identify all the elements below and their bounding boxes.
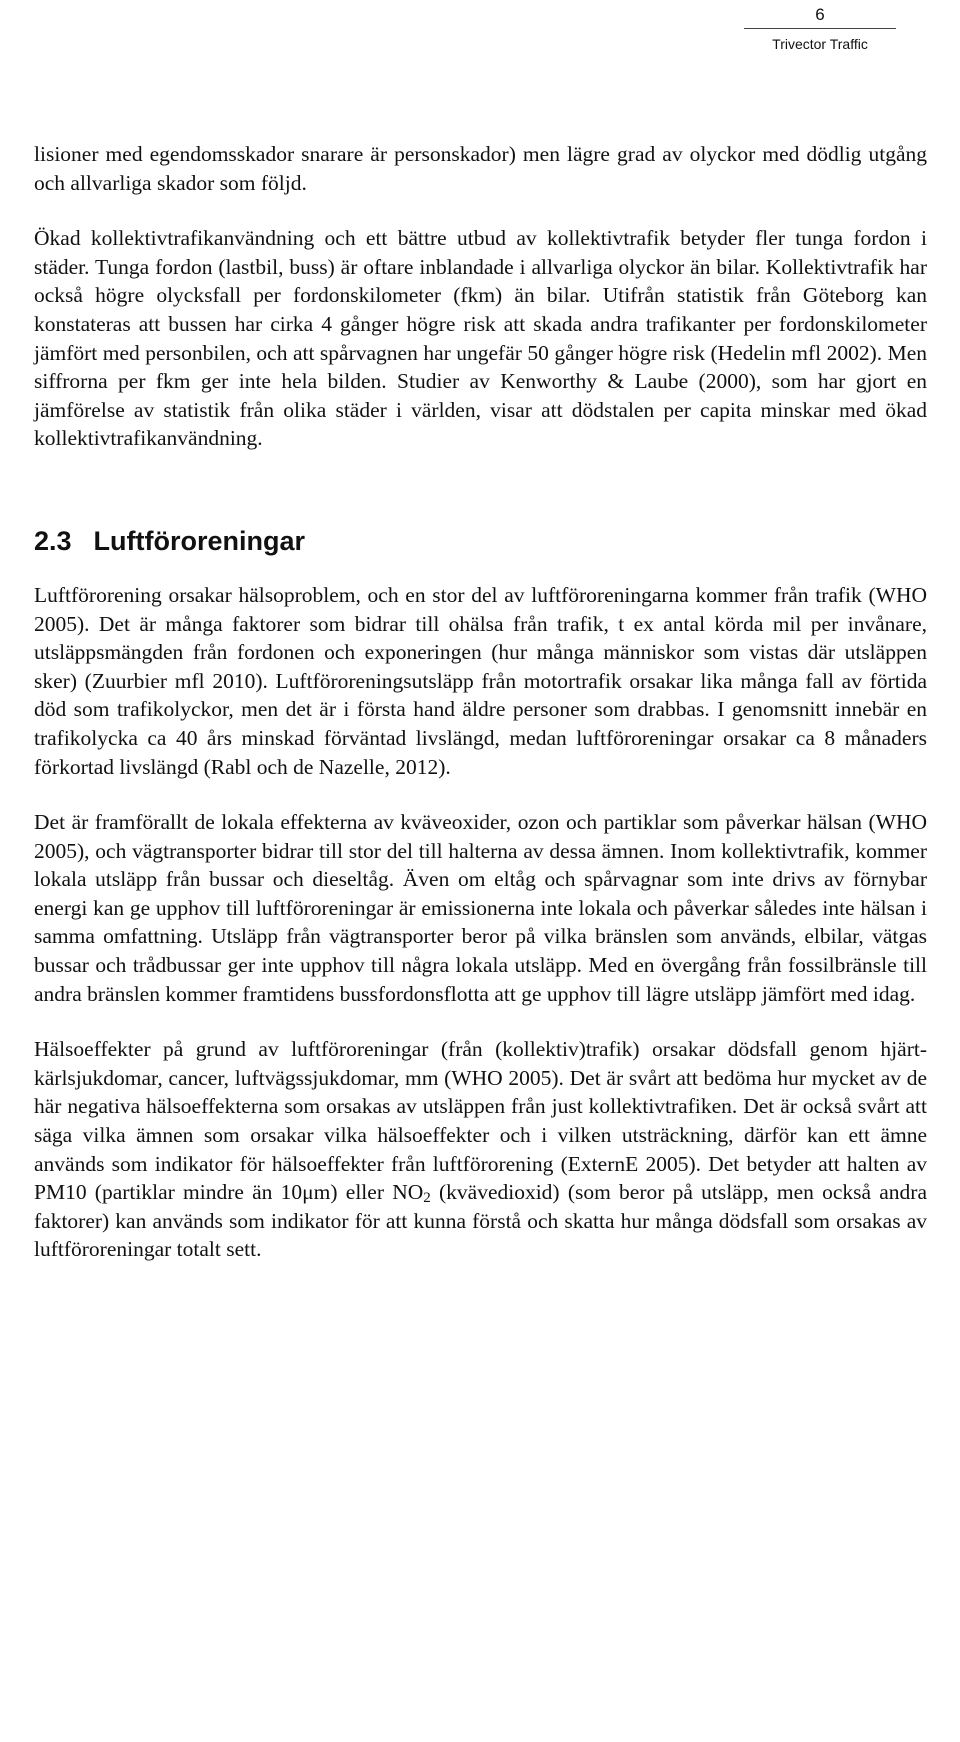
health-effects-text: Hälsoeffekter på grund av luftföroreningar (från (kollektiv)trafik) orsakar dödsfall genom hjärt-kärlsjukdomar, cancer, luftvägssjukdomar, mm (WHO 2005). Det är svårt att bedöma hur mycket av de här negativa hälsoeffekterna som orsakas av utsläppen från just kollektivtrafiken. Det är också svårt att säga vilka ämnen som orsakar vilka hälsoeffekter och i vilken utsträckning, därför kan ett ämne används som indikator för hälsoeffekter från luftförorening (ExternE 2005). Det betyder att halten av PM10 (partiklar mindre än 10μm) eller NO (34, 1037, 927, 1205)
paragraph-health-effects (34, 1035, 927, 1264)
document-body (34, 140, 927, 1264)
health-effects-text-cont: (kvävedioxid) (som beror på utsläpp, men också andra faktorer) kan används som indikator för att kunna förstå och skatta hur många dödsfall som orsakas av luftföroreningar totalt sett. (34, 1180, 928, 1262)
paragraph-local-effects: Det är framförallt de lokala effekterna av kväveoxider, ozon och partiklar som påverkar hälsan (WHO 2005), och vägtransporter bidrar till stor del till halterna av dessa ämnen. Inom kollektivtrafik, kommer lokala utsläpp från bussar och dieseltåg. Även om eltåg och spårvagnar som inte drivs av förnybar energi kan ge upphov till luftföroreningar är emissionerna inte lokala och påverkar således inte hälsan i samma omfattning. Utsläpp från vägtransporter beror på vilka bränslen som används, elbilar, vätgas bussar och trådbussar ger inte upphov till några lokala utsläpp. Med en övergång från fossilbränsle till andra bränslen kommer framtidens bussfordonsflotta att ge upphov till lägre utsläpp jämfört med idag. (34, 810, 927, 1006)
paragraph-collective-traffic-safety: Ökad kollektivtrafikanvändning och ett bättre utbud av kollektivtrafik betyder fler tunga fordon i städer. Tunga fordon (lastbil, buss) är oftare inblandade i allvarliga olyckor än bilar. Kollektivtrafik har också högre olycksfall per fordonskilometer (fkm) än bilar. Utifrån statistik från Göteborg kan konstateras att bussen har cirka 4 gånger högre risk att skada andra trafikanter per fordonskilometer jämfört med personbilen, och att spårvagnen har ungefär 50 gånger högre risk (Hedelin mfl 2002). Men siffrorna per fkm ger inte hela bilden. Studier av Kenworthy & Laube (2000), som har gjort en jämförelse av statistik från olika städer i världen, visar att dödstalen per capita minskar med ökad kollektivtrafikanvändning. (34, 226, 927, 451)
organization-name: Trivector Traffic (772, 36, 868, 52)
section-title: Luftföroreningar (93, 525, 306, 556)
header-rule (744, 28, 896, 29)
no2-subscript: 2 (423, 1190, 431, 1207)
paragraph-air-pollution-health: Luftförorening orsakar hälsoproblem, och en stor del av luftföroreningarna kommer från trafik (WHO 2005). Det är många faktorer som bidrar till ohälsa från trafik, t ex antal körda mil per invånare, utsläppsmängden från fordonen och exponeringen (hur många människor som vistas där utsläppen sker) (Zuurbier mfl 2010). Luftföroreningsutsläpp från motortrafik orsakar lika många fall av förtida död som trafikolyckor, men det är i första hand äldre personer som drabbas. I genomsnitt innebär en trafikolycka ca 40 års minskad förväntad livslängd, medan luftföroreningar orsakar ca 8 månaders förkortad livslängd (Rabl och de Nazelle, 2012). (34, 582, 927, 779)
section-heading (34, 525, 927, 557)
page-header (740, 0, 900, 52)
section-number: 2.3 (34, 525, 72, 556)
page-number: 6 (815, 5, 825, 24)
paragraph-continuation: lisioner med egendomsskador snarare är personskador) men lägre grad av olyckor med dödlig utgång och allvarliga skador som följd. (34, 142, 927, 195)
